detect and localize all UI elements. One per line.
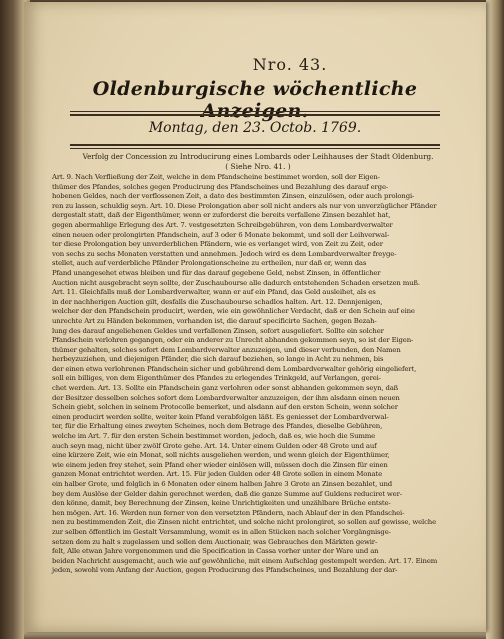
page-edges-right	[486, 0, 504, 639]
rule-bottom	[70, 148, 440, 149]
continuation-note: ( Siehe Nro. 41. )	[225, 162, 291, 171]
date-line: Montag, den 23. Octob. 1769.	[148, 120, 362, 136]
rule-top	[70, 111, 440, 112]
masthead-title: Oldenburgische wöchentliche	[92, 78, 418, 100]
section-heading: Verfolg der Concession zu Introducirung eines Lombards oder Leihhauses der Stadt Oldenburg.	[82, 152, 434, 161]
rule-top-thick	[70, 114, 440, 116]
issue-number: Nro. 43.	[252, 55, 328, 74]
article-body-text: Art. 9. Nach Verfließung der Zeit, welche in dem Pfandscheine bestimmet worden, soll der Eigen- thümer des Pfandes, solches gegen Producirung des Pfandscheines und Bezahlung des darauf erge- hobenen Geldes, nach der verflossenen Zeit, a dato des bestimmten Zinsen, einzulösen, oder auch prolongi- ren zu lassen, schuldig seyn. Art. 10. Diese Prolongation aber soll nicht anders als nur von unverzüglicher Pfänder dergestalt statt, daß der Eigenthümer, wenn er zuforderst die bereits verfallene Zinsen bezahlet hat, gegen abermahlige Erlegung des Art. 7. vestgesetzten Schreibgebühren, von dem Lombardverwalter einen neuen oder prolongirten Pfandschein, auf 3 oder 6 Monate bekommt, und soll der Leihverwal- ter diese Prolongation bey unverderblichen Pfändern, wie es verlanget wird, von Zeit zu Zeit, oder von sechs zu sechs Monaten verstatten und annehmen. Jedoch wird es dem Lombardverwalter freyge- stellet, auch auf verderbliche Pfänder Prolongationscheine zu ertheilen, nur daß er, wenn das Pfand unangesehet etwas bleiben und für das darauf gegebene Geld, nebst Zinsen, in öffentlicher Auction nicht ausgebracht seyn sollte, der Zuschaubourse alle dadurch entstehenden Schaden ersetzen muß. Art. 11. Gleichfalls muß der Lombardverwalter, wann er auf ein Pfand, das Geld ausleihet, als es in der nachherigen Auction gilt, desfalls die Zuschaubourse schadlos halten. Art. 12. Dennjenigen, welcher der den Pfandschein producirt, werden, wie ein gewöhnlicher Verdacht, daß er den Schein auf eine unrechte Art zu Händen bekommen, vorhanden ist, die darauf specificirte Sachen, gegen Bezah- lung des darauf angeliehenen Geldes und verfallenen Zinsen, sofort ausgeliefert. Sollte ein solcher Pfandschein verlohren gegangen, oder ein anderer zu Unrecht abhanden gekommen seyn, so ist der Eigen- thümer gehalten, solches sofort dem Lombardverwalter anzuzeigen, und dieser verbunden, den Namen herbeyzuziehen, und diejenigen Pfänder, die sich darauf beziehen, so lange in Acht zu nehmen, bis der einen etwa verlohrenen Pfandschein sicher und gebührend dem Lombardverwalter gehörig eingeliefert, soll ein billiges, von dem Eigenthümer des Pfandes zu erlegendes Trinkgeld, auf Verlangen, gerei- chet werden. Art. 13. Sollte ein Pfandschein ganz verlohren oder sonst abhanden gekommen seyn, daß der Besitzer desselben solches sofort dem Lombardverwalter anzuzeigen, der ihm alsdann einen neuen Schein giebt, solchen in seinem Protocolle bemerket, und alsdann auf den ersten Schein, wenn solcher einen producirt werden sollte, weiter kein Pfand verabfolgen läßt. Es geniesset der Lombardverwal- ter, für die Erhaltung eines zweyten Scheines, noch dem Betrage des Pfandes, dieselbe Gebühren, welche im Art. 7. für den ersten Schein bestimmet worden, jedoch, daß es, wie hoch die Summe auch seyn mag, nicht über zwölf Grote gehe. Art. 14. Unter einem Gulden oder 48 Grote und auf eine kürzere Zeit, wie ein Monat, soll nichts ausgeliehen werden, und wenn gleich der Eigenthümer, wie einem jeden frey stehet, sein Pfand eher wieder einlösen will, müssen doch die Zinsen für einen ganzen Monat entrichtet werden. Art. 15. Für jeden Gulden oder 48 Grote sollen in einem Monate ein halber Grote, und folglich in 6 Monaten oder einem halben Jahre 3 Grote an Zinsen bezahlet, und bey dem Auslöse der Gelder dahin gerechnet werden, daß die ganze Summe auf Guldens reduciret wer- den könne, damit, bey Berechnung der Zinsen, keine Unrichtigkeiten und unzählbare Brüche entste- hen mögen. Art. 16. Werden nun ferner von den versetzten Pfändern, nach Ablauf der in den Pfandschei- nen zu bestimmenden Zeit, die Zinsen nicht entrichtet, und solche nicht prolongiret, so sollen auf gewisse, welche zur selben öffentlich im Gestalt Versammlung, womit es in allen Stücken nach solcher Vorgängnisge- setzen dem zu halt s zugelassen und sollen dem Auctionair, was Gebrauches den Märkten gewir- felt, Alle etwan Jahre vorgenommen und die Specification in Cassa vorher unter der Ware und an beiden Nachricht ausgemacht, auch wie auf gewöhnliche, mit einem Aufschlag gestempelt werden. Art. 17. Einem jeden, sowohl vom Anfang der Auction, gegen Producirung des Pfandscheines, und Bezahlung der dar-	[52, 173, 438, 575]
rule-bottom-thick	[70, 144, 440, 146]
